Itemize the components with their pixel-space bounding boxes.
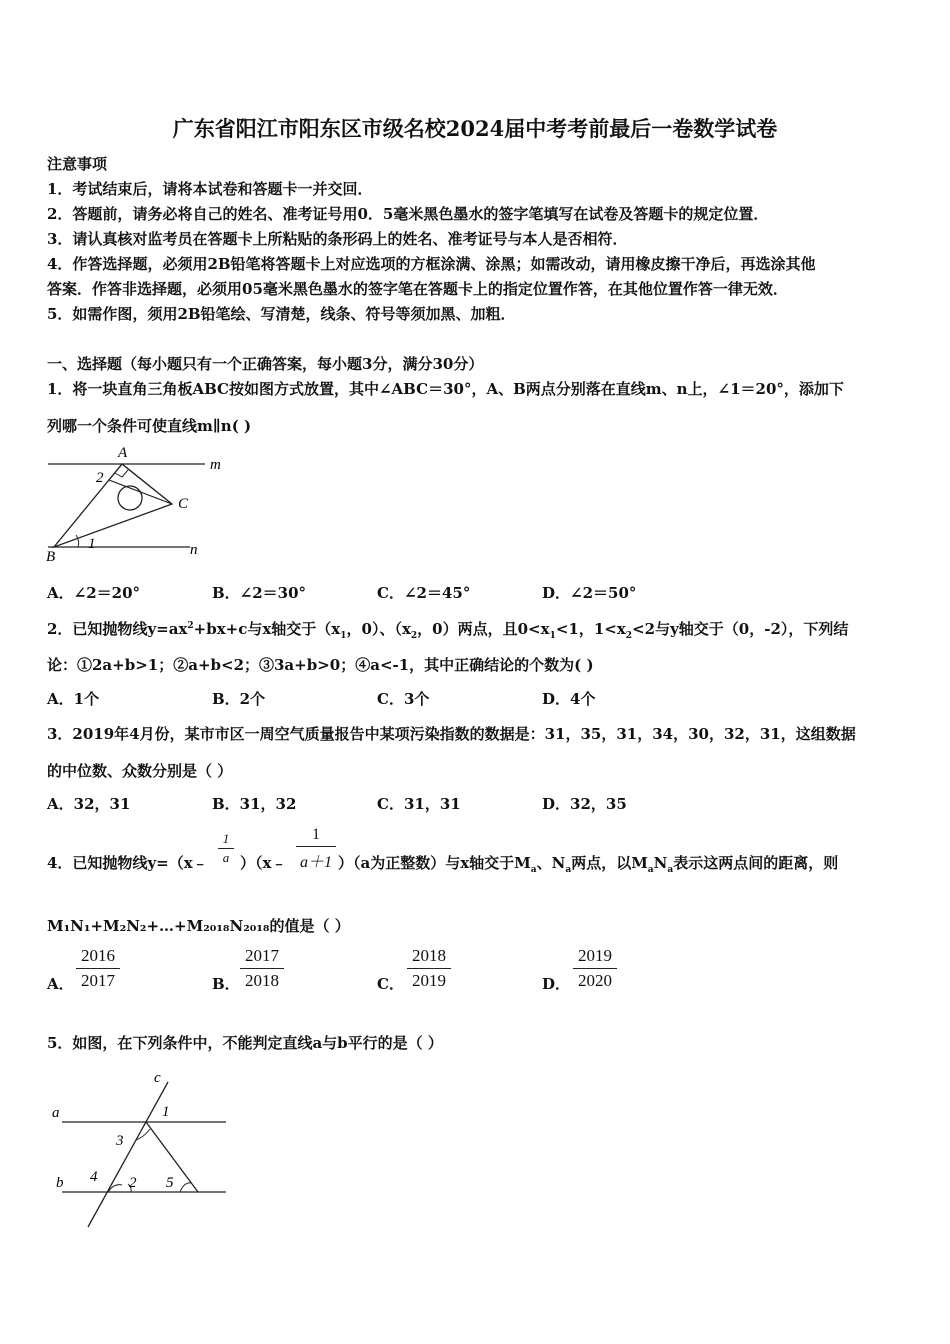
q5-label-1: 1 [162, 1104, 170, 1120]
notice-item-4-cont: 答案．作答非选择题，必须用05毫米黑色墨水的签字笔在答题卡上的指定位置作答，在其他位置作答一律无效． [47, 280, 788, 298]
q4-fraction-1-den: a [222, 850, 230, 865]
q4-option-c-label: C． [377, 975, 404, 993]
q5-text-line1: 5．如图，在下列条件中，不能判定直线a与b平行的是（ ） [47, 1034, 443, 1052]
notice-item-4: 4．作答选择题，必须用2B铅笔将答题卡上对应选项的方框涂满、涂黑；如需改动，请用橡皮擦干净后，再选涂其他 [47, 255, 816, 273]
q2-text-line2: 论：①2a+b>1；②a+b<2；③3a+b>0；④a<-1，其中正确结论的个数为( ) [47, 656, 594, 674]
q4-option-a-label: A． [47, 975, 74, 993]
q5-label-5: 5 [166, 1175, 174, 1191]
q4-text-line2: M₁N₁+M₂N₂+…+M₂₀₁₈N₂₀₁₈的值是（ ） [47, 917, 350, 935]
q1-text-line2: 列哪一个条件可使直线m∥n( ) [47, 417, 252, 435]
notice-item-5: 5．如需作图，须用2B铅笔绘、写清楚，线条、符号等须加黑、加粗． [47, 305, 516, 323]
q1-label-n: n [190, 542, 198, 558]
q1-option-d: D．∠2＝50° [542, 584, 637, 602]
q5-label-4: 4 [90, 1169, 98, 1185]
page-title: 广东省阳江市阳东区市级名校2024届中考考前最后一卷数学试卷 [172, 116, 778, 141]
q3-option-a: A．32，31 [47, 795, 131, 813]
q2-option-a: A．1个 [47, 690, 100, 708]
section-heading: 一、选择题（每小题只有一个正确答案，每小题3分，满分30分） [47, 355, 484, 373]
q3-text-line1: 3．2019年4月份，某市市区一周空气质量报告中某项污染指数的数据是：31，35，31，34，30，32，31，这组数据 [47, 725, 856, 743]
q4-option-a-fraction: 2016 2017 [76, 946, 120, 991]
q3-option-b: B．31，32 [212, 795, 297, 813]
q5-label-b: b [56, 1175, 64, 1191]
q1-option-c: C．∠2＝45° [377, 584, 471, 602]
q5-label-3: 3 [116, 1133, 124, 1149]
notice-heading: 注意事项 [47, 155, 108, 173]
q2-text-line1: 2．已知抛物线$y=ax^2+bx+c$与x轴交于（$x_1$，0）、（$x_2$，0）两点，且$0<x_1<1$，$1<x_2<2$与y轴交于（0，-2），下列结 [47, 620, 849, 641]
q5-figure [48, 1065, 248, 1235]
q1-label-1: 1 [88, 536, 96, 552]
q4-fraction-1-num: 1 [222, 831, 230, 846]
q3-option-d: D．32，35 [542, 795, 627, 813]
q1-option-b: B．∠2＝30° [212, 584, 307, 602]
q4-prefix: 4．已知抛物线y=（x﹣ [47, 854, 208, 872]
q1-option-a: A．∠2＝20° [47, 584, 141, 602]
q5-label-c: c [154, 1070, 161, 1086]
q1-label-B: B [46, 549, 56, 562]
q4-option-c-fraction: 2018 2019 [407, 946, 451, 991]
q4-suffix: ）（a为正整数）与x轴交于$M_a$、$N_a$两点，以$M_aN_a$表示这两点间的距离，则 [338, 854, 839, 875]
q2-option-d: D．4个 [542, 690, 596, 708]
q4-mid: ）（x﹣ [240, 854, 287, 872]
q4-option-b-fraction: 2017 2018 [240, 946, 284, 991]
q1-text-line1: 1．将一块直角三角板ABC按如图方式放置，其中∠ABC＝30°，A、B两点分别落在直线m、n上，∠1＝20°，添加下 [47, 380, 844, 398]
q1-label-C: C [178, 496, 189, 512]
q1-label-m: m [210, 457, 221, 473]
notice-item-2: 2．答题前，请务必将自己的姓名、准考证号用0．5毫米黑色墨水的签字笔填写在试卷及答题卡的规定位置． [47, 205, 769, 223]
q2-option-b: B．2个 [212, 690, 266, 708]
q1-label-A: A [118, 445, 128, 461]
q4-fraction-2-den: a＋1 [299, 854, 332, 871]
q1-label-2: 2 [96, 470, 104, 486]
q3-text-line2: 的中位数、众数分别是（ ） [47, 762, 233, 780]
q2-option-c: C．3个 [377, 690, 430, 708]
notice-item-3: 3．请认真核对监考员在答题卡上所粘贴的条形码上的姓名、准考证号与本人是否相符． [47, 230, 628, 248]
q4-fraction-1 [218, 831, 234, 866]
q5-label-a: a [52, 1105, 60, 1121]
q1-figure [40, 442, 240, 562]
q3-option-c: C．31，31 [377, 795, 461, 813]
notice-item-1: 1．考试结束后，请将本试卷和答题卡一并交回． [47, 180, 373, 198]
q5-label-2: 2 [129, 1175, 137, 1191]
q4-option-d-label: D． [542, 975, 571, 993]
q4-option-d-fraction: 2019 2020 [573, 946, 617, 991]
q4-fraction-2 [296, 826, 336, 872]
q4-fraction-2-num: 1 [312, 826, 320, 843]
q4-option-b-label: B． [212, 975, 240, 993]
